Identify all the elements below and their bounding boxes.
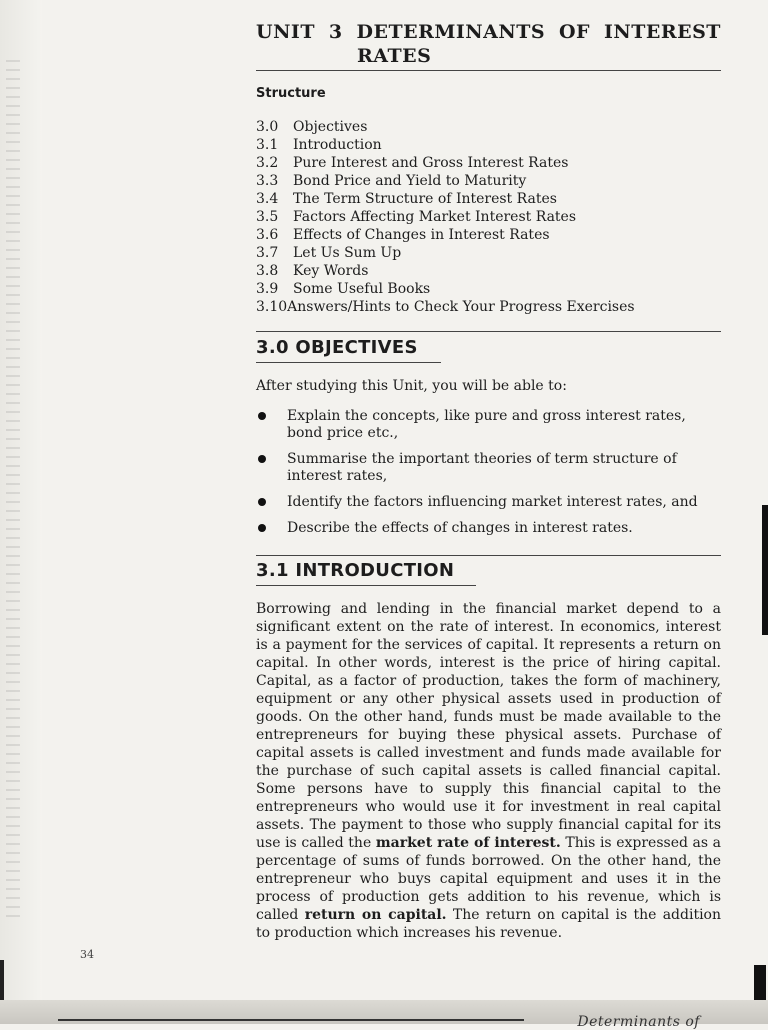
item-number: 3.3: [256, 173, 279, 189]
unit-title-word: INTEREST: [603, 21, 721, 43]
key-term: market rate of interest.: [375, 835, 561, 851]
introduction-underline: [256, 585, 476, 586]
paragraph-text: The return on capital is the addition to production which increases his revenue.: [256, 907, 721, 941]
paragraph-text: This is expressed as a percentage of sums of funds borrowed. On the other hand, the entrepreneur who buys capital equipment and uses it in the process of production gets addition to his revenue, which is called: [256, 835, 721, 923]
list-item: [256, 208, 721, 226]
item-label: Answers/Hints to Check Your Progress Exercises: [287, 299, 635, 315]
item-number: 3.4: [256, 191, 279, 207]
bullet-text: Summarise the important theories of term structure of interest rates,: [287, 451, 677, 484]
title-rule: [256, 70, 721, 71]
item-label: Introduction: [293, 137, 382, 153]
page-number: 34: [80, 948, 94, 961]
footer-running-head: Determinants of: [577, 1014, 700, 1030]
unit-title-word: OF: [559, 21, 591, 43]
unit-title-word: UNIT: [256, 21, 315, 43]
introduction-heading: 3.1 INTRODUCTION: [256, 560, 455, 581]
scan-shadow-right: [762, 505, 768, 635]
structure-list: [256, 118, 721, 316]
footer-rule: [58, 1019, 524, 1021]
bullet-icon: [258, 498, 266, 506]
list-item: [256, 520, 721, 537]
paragraph-text: Borrowing and lending in the financial market depend to a significant extent on the rate of interest. In economics, interest is a payment for the services of capital. It represents a return on capital. In other words, interest is the price of hiring capital. Capital, as a factor of production, takes the form of machinery, equipment or any other physical assets used in production of goods. On the other hand, funds must be made available to the entrepreneurs for buying these physical assets. Purchase of capital assets is called investment and funds made available for the purchase of such capital assets is called financial capital. Some persons have to supply this financial capital to the entrepreneurs who would use it for investment in real capital assets. The payment to those who supply financial capital for its use is called the: [256, 601, 721, 851]
item-number: 3.6: [256, 227, 279, 243]
bullet-text: Identify the factors influencing market interest rates, and: [287, 494, 698, 510]
section-rule: [256, 331, 721, 332]
item-label: Some Useful Books: [293, 281, 431, 297]
list-item: [256, 172, 721, 190]
bullet-text: Describe the effects of changes in interest rates.: [287, 520, 633, 536]
item-number: 3.10: [256, 299, 288, 315]
section-rule: [256, 555, 721, 556]
item-number: 3.5: [256, 209, 279, 225]
item-number: 3.7: [256, 245, 279, 261]
unit-title-line1: [256, 20, 721, 44]
item-label: Factors Affecting Market Interest Rates: [293, 209, 577, 225]
list-item: [256, 226, 721, 244]
item-label: Pure Interest and Gross Interest Rates: [293, 155, 569, 171]
list-item: [256, 262, 721, 280]
item-number: 3.8: [256, 263, 279, 279]
item-label: Objectives: [293, 119, 368, 135]
item-number: 3.1: [256, 137, 279, 153]
list-item: [256, 298, 721, 316]
key-term: return on capital.: [304, 907, 447, 923]
item-label: The Term Structure of Interest Rates: [293, 191, 557, 207]
list-item: [256, 408, 721, 442]
list-item: [256, 494, 721, 511]
item-number: 3.2: [256, 155, 279, 171]
objectives-underline: [256, 362, 441, 363]
item-label: Key Words: [293, 263, 369, 279]
objectives-list: [256, 408, 721, 546]
scan-left-margin: [0, 0, 42, 1000]
unit-title-line2: RATES: [357, 45, 432, 67]
list-item: [256, 154, 721, 172]
list-item: [256, 280, 721, 298]
objectives-intro: After studying this Unit, you will be able to:: [256, 378, 567, 394]
structure-heading: Structure: [256, 86, 326, 101]
bullet-icon: [258, 524, 266, 532]
list-item: [256, 190, 721, 208]
list-item: [256, 118, 721, 136]
unit-title-word: 3: [328, 21, 343, 43]
bullet-icon: [258, 455, 266, 463]
item-label: Let Us Sum Up: [293, 245, 402, 261]
list-item: [256, 136, 721, 154]
list-item: [256, 451, 721, 485]
item-label: Bond Price and Yield to Maturity: [293, 173, 527, 189]
item-number: 3.0: [256, 119, 279, 135]
bullet-text: Explain the concepts, like pure and gross interest rates, bond price etc.,: [287, 408, 686, 441]
list-item: [256, 244, 721, 262]
unit-title-word: DETERMINANTS: [356, 21, 546, 43]
item-label: Effects of Changes in Interest Rates: [293, 227, 550, 243]
item-number: 3.9: [256, 281, 279, 297]
bullet-icon: [258, 412, 266, 420]
unit-title: [256, 20, 721, 68]
objectives-heading: 3.0 OBJECTIVES: [256, 337, 418, 358]
introduction-paragraph: [256, 600, 721, 942]
